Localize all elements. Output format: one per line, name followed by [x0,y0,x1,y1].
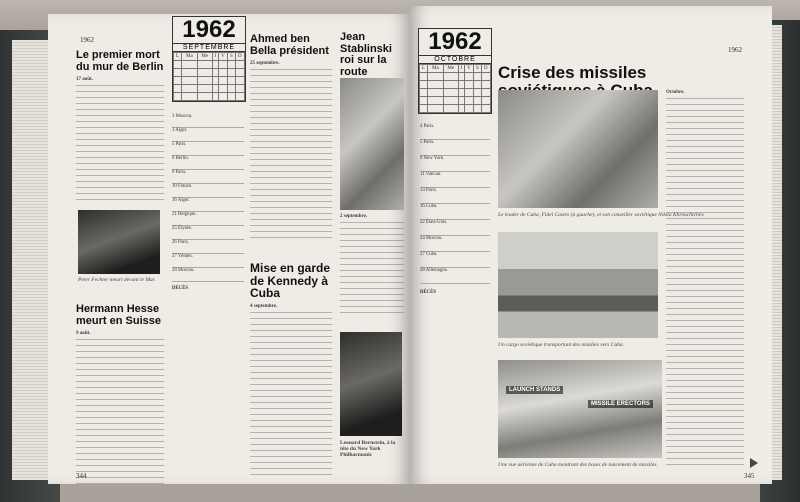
page-header: 1962 [728,46,742,54]
photo-caption: Une vue aérienne de Cuba montrant des bases de lancement de missiles. [498,462,658,468]
weekday-label: L [174,53,182,61]
calendar-month: SEPTEMBRE [173,43,245,52]
weekday-label: Ma [182,53,197,61]
sidebar-entry: 5 Paris. [172,142,244,156]
weekday-label: J [460,66,463,71]
sidebar-entry: 22 États-Unis. [420,220,490,236]
article-title: Le premier mort du mur de Berlin [76,49,164,73]
sidebar-entry: 16 Alger. [172,198,244,212]
page-number: 344 [76,472,87,480]
article-title: Mise en garde de Kennedy à Cuba [250,261,331,301]
sidebar-chronology [420,124,490,296]
weekday-label: Me [197,53,212,61]
sidebar-entry: 25 Élysée. [172,226,244,240]
weekday-label: Me [443,65,458,73]
article-kennedy [250,262,332,480]
sidebar-entry: 28 Moscou. [172,268,244,282]
photo-caption: Le leader de Cuba, Fidel Castro (à gauche), et son conseiller soviétique Nikita Khrouchtchev. [498,212,705,218]
weekday-label: J [214,54,217,59]
sidebar-deaths-heading: DÉCÈS [172,286,188,291]
sidebar-entry: 27 Yémen. [172,254,244,268]
sidebar-entry: 10 France. [172,184,244,198]
article-title: Ahmed ben Bella président [250,33,329,57]
weekday-label: S [228,53,236,61]
calendar-box-september [172,16,246,102]
article-body-text [250,312,332,480]
photo-cyclist [340,78,404,210]
sidebar-deaths-heading: DÉCÈS [420,290,436,295]
article-hesse [76,304,164,484]
weekday-label: V [464,65,473,73]
article-ben-bella [250,34,332,239]
weekday-label: D [481,65,490,73]
article-date: 17 août. [76,77,93,83]
sidebar-entry: 3 Alger. [172,128,244,142]
photo-label-launch: LAUNCH STANDS [506,386,563,394]
article-body-text [250,69,332,239]
article-date: 9 août. [76,331,91,337]
sidebar-entry: 9 Paris. [172,170,244,184]
weekday-label: Ma [428,65,443,73]
article-date: Octobre. [666,90,685,95]
calendar-grid [173,52,245,101]
article-date: 2 septembre. [340,214,368,219]
article-stablinski [340,32,406,78]
article-body-text [666,98,744,468]
sidebar-entry: 16 Cuba. [420,204,490,220]
weekday-label: L [420,65,428,73]
sidebar-entry: 5 Paris. [420,140,490,156]
article-title: Jean Stablinski roi sur la route [340,31,392,78]
calendar-year: 1962 [182,16,236,43]
photo-missile-site [498,360,662,458]
photo-cargo-ship [498,232,658,338]
article-body-text [76,339,164,484]
photo-berlin-wall [78,210,160,274]
arrow-right-icon [750,458,758,468]
article-cuba-crisis [666,90,744,468]
calendar-year: 1962 [428,28,482,55]
article-stablinski-body [340,214,404,318]
sidebar-entry: 26 Paris. [172,240,244,254]
sidebar-entry: 11 Vatican. [420,172,490,188]
sidebar-entry: 27 Cuba. [420,252,490,268]
weekday-label: S [474,65,482,73]
article-date: 25 septembre. [250,61,280,67]
page-edges-left [12,40,50,480]
photo-bernstein [340,332,402,436]
article-body-text [340,222,404,318]
calendar-month: OCTOBRE [419,55,491,64]
sidebar-entry: 24 Moscou. [420,236,490,252]
article-title: Hermann Hesse meurt en Suisse [76,303,161,327]
photo-caption: Leonard Bernstein, à la tête du New York Philharmonic [340,440,396,458]
sidebar-entry: 4 Paris. [420,124,490,140]
right-page [410,6,772,484]
calendar-grid [419,64,491,113]
left-page [48,14,410,484]
article-date: 4 septembre. [250,303,278,309]
sidebar-chronology [172,114,244,292]
page-number: 345 [744,472,755,480]
page-header: 1962 [80,36,94,44]
sidebar-entry: 28 Allemagne. [420,268,490,284]
article-body-text [76,85,164,203]
sidebar-entry: 9 New York. [420,156,490,172]
weekday-label: V [218,53,227,61]
photo-caption: Peter Fechter meurt devant le Mur. [78,277,156,283]
sidebar-entry: 21 Belgique. [172,212,244,226]
photo-label-erectors: MISSILE ERECTORS [588,400,653,408]
article-berlin [76,50,164,203]
weekday-label: D [235,53,244,61]
main-headline: Crise des missiles [498,63,647,82]
sidebar-entry: 13 Paris. [420,188,490,204]
photo-castro-khrushchev [498,90,658,208]
photo-caption: Un cargo soviétique transportant des missiles vers Cuba. [498,342,624,348]
sidebar-entry: 3 Moscou. [172,114,244,128]
sidebar-entry: 6 Berlin. [172,156,244,170]
calendar-box-october [418,28,492,114]
